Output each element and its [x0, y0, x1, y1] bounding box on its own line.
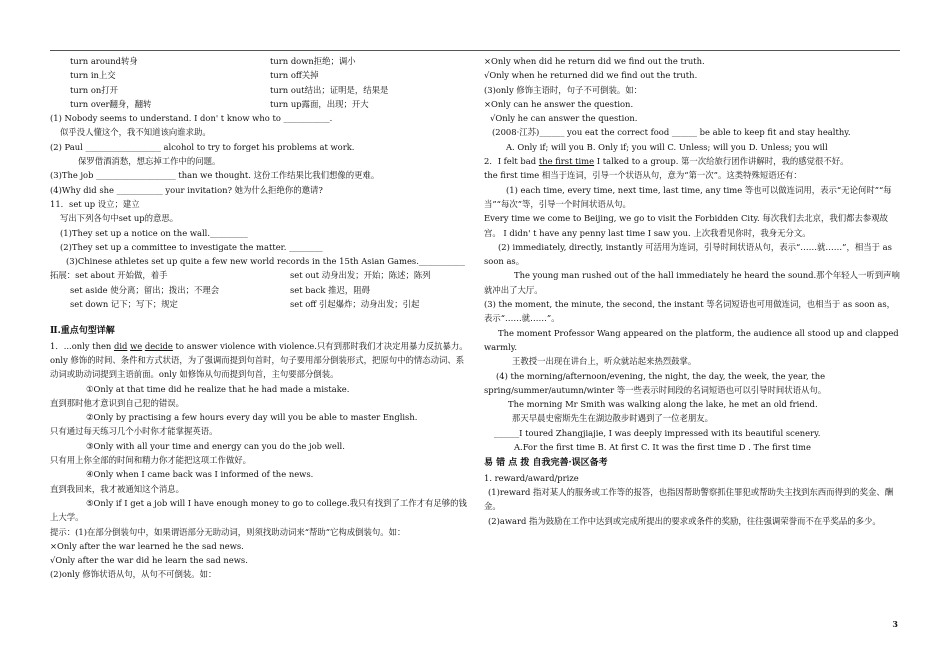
- pattern-1: [50, 339, 470, 353]
- exercise-4: (4)Why did she ___________ your invitation? 她为什么拒绝你的邀请?: [50, 184, 323, 195]
- extension-item: set off 引起爆炸；动身出发；引起: [290, 299, 420, 310]
- tip: 提示：(1)在部分倒装句中，如果谓语部分无助动词，则须找助动词来“帮助”它构成倒装句。如：: [50, 526, 406, 537]
- exam-options: A. Only if; will you B. Only if; you will C. Unless; will you D. Unless; you will: [506, 141, 828, 152]
- point-2-example: The young man rushed out of the hall immediately he heard the sound.那个年轻人一听到声响就冲出了大厅。: [484, 270, 900, 295]
- vocab-item: turn out结出；证明是，结果是: [270, 84, 389, 95]
- item-11-sentence-1: (1)They set up a notice on the wall._________: [60, 227, 248, 238]
- vocab-row: [50, 68, 470, 82]
- extension-item: set out 动身出发；开始；陈述；陈列: [290, 270, 431, 281]
- point-4-translation: 那天早晨史密斯先生在湖边散步时遇到了一位老朋友。: [512, 413, 713, 424]
- vocab-item: turn off关掉: [270, 70, 319, 81]
- pattern-2-text: 2．I felt bad: [484, 156, 539, 167]
- example-translation: 直到我回来，我才被通知这个消息。: [50, 483, 184, 494]
- vocab-row: [50, 83, 470, 97]
- word-explanation: (1)reward 指对某人的服务或工作等的报答，也指因帮助警察抓住罪犯或帮助失主找到东西而得到的奖金、酬金。: [484, 486, 894, 512]
- point-3-translation: 王教授一出现在讲台上，听众就站起来热烈鼓掌。: [512, 356, 697, 367]
- page-number: 3: [892, 619, 898, 629]
- extension-item: set back 推迟，阻碍: [290, 284, 370, 295]
- item-11-sentence-3: (3)Chinese athletes set up quite a few new world records in the 15th Asian Games.___________: [66, 256, 465, 267]
- section-heading: Ⅱ.重点句型详解: [50, 326, 115, 337]
- vocab-item: turn over翻身，翻转: [70, 98, 152, 109]
- point-1: (1) each time, every time, next time, last time, any time 等也可以做连词用，表示“无论何时”“每当”“每次”等，引导一个时间状语从句。: [484, 184, 892, 209]
- pattern-1-text: to answer violence with violence.只有到那时我们才决定用暴力反抗暴力。: [172, 340, 468, 351]
- top-rule: [50, 50, 900, 51]
- extension-item: set down 记下；写下；规定: [70, 299, 178, 310]
- item-11-sentence-2: (2)They set up a committee to investigate the matter. ________: [60, 241, 323, 252]
- pattern-1-explanation: only 修饰的时间、条件和方式状语，为了强调而提到句首时，句子要用部分倒装形式，把原句中的情态动词、系动词或助动词提到主语前面。only 如修饰从句而提到句首，主句要部分倒装。: [50, 354, 465, 380]
- point-3-example: The moment Professor Wang appeared on the platform, the audience all stood up and clapped warmly.: [484, 327, 899, 352]
- extension-row: [50, 297, 470, 311]
- example-sentence: ④Only when I came back was I informed of the news.: [86, 469, 314, 480]
- word-group-title: 1. reward/award/prize: [484, 472, 579, 483]
- section-heading: 易 错 点 拨 自我完善·误区备考: [484, 458, 608, 469]
- left-column: [50, 54, 470, 582]
- pattern-2-explanation: the first time 相当于连词，引导一个状语从句，意为“第一次”。这类特殊短语还有：: [484, 170, 802, 181]
- item-11-title: 11．set up 设立；建立: [50, 198, 140, 209]
- vocab-item: turn around转身: [70, 56, 138, 66]
- vocab-item: turn on打开: [70, 84, 119, 95]
- underlined-word: decide: [144, 340, 173, 351]
- pattern-1-text: 1．...only then: [50, 340, 114, 351]
- extension-item: 拓展：set about 开始做，着手: [50, 270, 168, 281]
- underlined-word: we: [130, 340, 143, 351]
- wrong-example: ×Only after the war learned he the sad news.: [50, 540, 244, 551]
- tip-2: (2)only 修饰状语从句，从句不可倒装。如：: [50, 569, 217, 580]
- right-example: √Only after the war did he learn the sad news.: [50, 555, 248, 566]
- vocab-item: turn up露面，出现；开大: [270, 98, 369, 109]
- right-column: [484, 54, 900, 528]
- right-example: √Only when he returned did we find out the truth.: [484, 70, 698, 81]
- example-translation: 直到那时他才意识到自己犯的错误。: [50, 397, 184, 408]
- point-3: (3) the moment, the minute, the second, the instant 等名词短语也可用做连词，也相当于 as soon as，表示“……就……”。: [484, 299, 895, 324]
- underlined-phrase: the first time: [538, 156, 595, 167]
- exercise-2-cn: 保罗借酒消愁，想忘掉工作中的问题。: [78, 156, 221, 167]
- underlined-word: did: [113, 340, 128, 351]
- practice-question: ______I toured Zhangjiajie, I was deeply impressed with its beautiful scenery.: [494, 427, 821, 438]
- exercise-2: (2) Paul __________________ alcohol to try to forget his problems at work.: [50, 141, 355, 152]
- practice-options: A.For the first time B. At first C. It was the first time D . The first time: [514, 442, 811, 453]
- pattern-2-text: I talked to a group. 第一次给旅行团作讲解时，我的感觉很不好。: [594, 156, 849, 167]
- exam-question: (2008·江苏)______ you eat the correct food ______ be able to keep fit and stay healthy.: [492, 127, 851, 138]
- exercise-1-cn: 似乎没人懂这个，我不知道该向谁求助。: [60, 127, 211, 138]
- point-4: (4) the morning/afternoon/evening, the night, the day, the week, the year, the spring/summer/autumn/winter 等一些表示时间段的名词短语也可以引导时间状语从句。: [484, 370, 827, 395]
- exercise-3: (3)The job ___________________ than we thought. 这份工作结果比我们想像的更难。: [50, 170, 380, 181]
- exercise-1: (1) Nobody seems to understand. I don' t know who to ___________.: [50, 113, 333, 124]
- example-sentence: ③Only with all your time and energy can you do the job well.: [86, 440, 345, 451]
- vocab-item: turn down拒绝；调小: [270, 56, 356, 66]
- example-translation: 只有通过每天练习几个小时你才能掌握英语。: [50, 426, 218, 437]
- point-1-example: Every time we come to Beijing, we go to visit the Forbidden City. 每次我们去北京，我们都去参观故宫。 I didn' t have any penny last time I saw you. 上次我看见你时，我身无分文。: [484, 213, 888, 238]
- point-4-example: The morning Mr Smith was walking along the lake, he met an old friend.: [508, 399, 818, 410]
- vocab-row: [50, 54, 470, 68]
- extension-item: set aside 使分离；留出；拨出；不理会: [70, 284, 220, 295]
- pattern-2: [484, 154, 900, 168]
- wrong-example: ×Only can he answer the question.: [484, 98, 634, 109]
- extension-row: [50, 283, 470, 297]
- word-explanation: (2)award 指为鼓励在工作中达到或完成所提出的要求或条件的奖励，往往强调荣誉而不在乎奖品的多少。: [488, 515, 881, 526]
- extension-row: [50, 268, 470, 282]
- example-sentence: ②Only by practising a few hours every day will you be able to master English.: [86, 412, 418, 423]
- point-2: (2) immediately, directly, instantly 可活用为连词，引导时间状语从句，表示“……就……”，相当于 as soon as。: [484, 241, 892, 267]
- example-sentence: ⑤Only if I get a job will I have enough money to go to college.我只有找到了工作才有足够的钱上大学。: [50, 497, 467, 523]
- vocab-row: [50, 97, 470, 111]
- vocab-item: turn in上交: [70, 70, 116, 81]
- example-sentence: ①Only at that time did he realize that he had made a mistake.: [86, 383, 350, 394]
- right-example: √Only he can answer the question.: [490, 113, 638, 124]
- item-11-instruction: 写出下列各句中set up的意思。: [60, 213, 179, 224]
- example-translation: 只有用上你全部的时间和精力你才能把这项工作做好。: [50, 455, 251, 466]
- wrong-example: ×Only when did he return did we find out the truth.: [484, 56, 705, 66]
- tip-3: (3)only 修饰主语时，句子不可倒装。如：: [484, 84, 642, 95]
